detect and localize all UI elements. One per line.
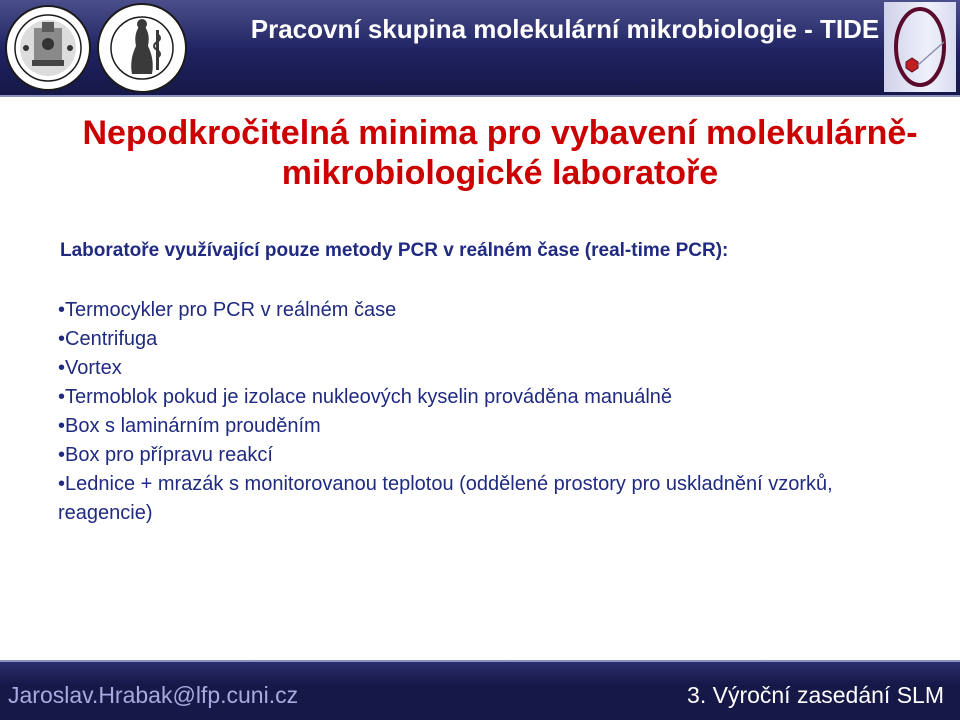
header-title: Pracovní skupina molekulární mikrobiologie - TIDE <box>250 14 880 44</box>
footer-event: 3. Výroční zasedání SLM <box>687 682 944 708</box>
list-item: • Box pro přípravu reakcí <box>58 441 918 470</box>
tide-logo-icon <box>884 2 956 92</box>
slide-footer <box>0 660 960 720</box>
slide-subtitle: Laboratoře využívající pouze metody PCR v reálném čase (real-time PCR): <box>60 240 729 261</box>
equipment-list <box>58 296 918 528</box>
list-item: • Box s laminárním prouděním <box>58 412 918 441</box>
slide-title: Nepodkročitelná minima pro vybavení molekulárně-mikrobiologické laboratoře <box>82 114 918 192</box>
slide-header <box>0 0 960 97</box>
list-item: • Centrifuga <box>58 325 918 354</box>
tide-logo <box>884 2 956 92</box>
medical-faculty-seal-icon <box>96 2 188 94</box>
list-item: • Lednice + mrazák s monitorovanou teplotou (oddělené prostory pro uskladnění vzorků, reagencie) <box>58 470 918 528</box>
list-item: • Termocykler pro PCR v reálném čase <box>58 296 918 325</box>
list-item: • Vortex <box>58 354 918 383</box>
charles-university-seal-icon <box>4 4 92 92</box>
footer-email: Jaroslav.Hrabak@lfp.cuni.cz <box>8 682 299 708</box>
list-item: • Termoblok pokud je izolace nukleových kyselin prováděna manuálně <box>58 383 918 412</box>
